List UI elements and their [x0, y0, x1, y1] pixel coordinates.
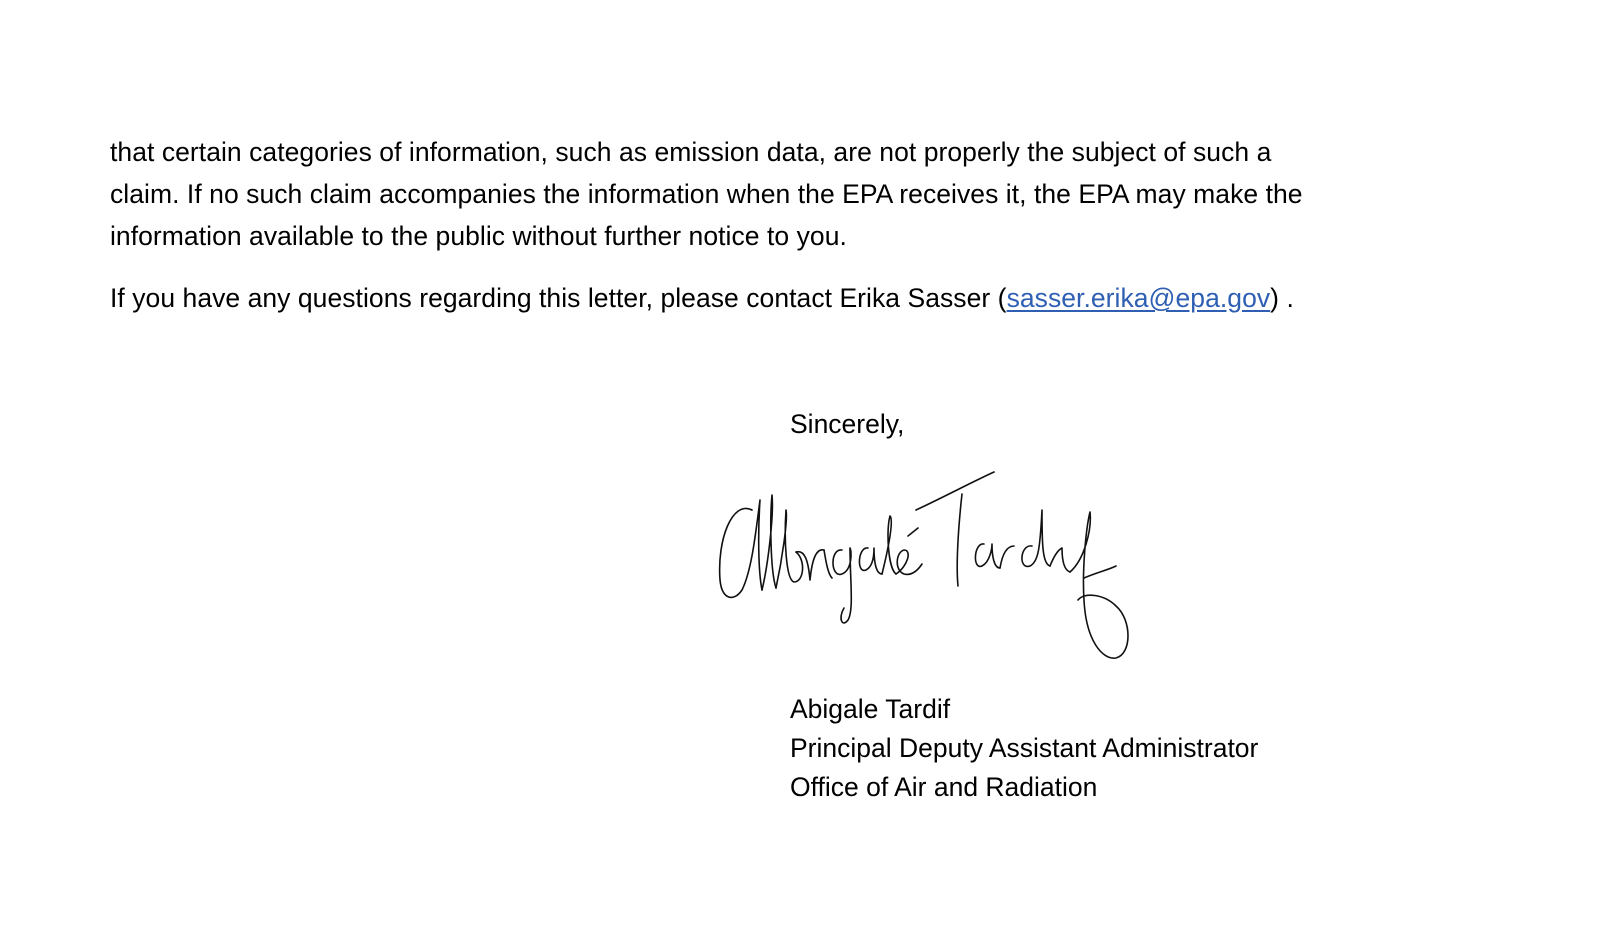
- closing-salutation: Sincerely,: [790, 409, 905, 439]
- signer-name: Abigale Tardif: [790, 694, 951, 724]
- handwritten-signature: [712, 470, 1172, 680]
- paragraph-line: claim. If no such claim accompanies the information when the EPA receives it, the EPA may make the: [110, 179, 1303, 209]
- signer-office: Office of Air and Radiation: [790, 772, 1098, 802]
- confidentiality-paragraph: [110, 131, 1510, 257]
- contact-text-end: ) .: [1270, 283, 1294, 313]
- paragraph-line: that certain categories of information, such as emission data, are not properly the subject of such a: [110, 137, 1272, 167]
- signer-title: Principal Deputy Assistant Administrator: [790, 733, 1259, 763]
- contact-text: If you have any questions regarding this letter, please contact Erika Sasser (: [110, 283, 1007, 313]
- paragraph-line: information available to the public without further notice to you.: [110, 221, 847, 251]
- contact-paragraph: [110, 277, 1510, 319]
- signer-block: [790, 690, 1258, 807]
- contact-email-link[interactable]: sasser.erika@epa.gov: [1006, 283, 1271, 313]
